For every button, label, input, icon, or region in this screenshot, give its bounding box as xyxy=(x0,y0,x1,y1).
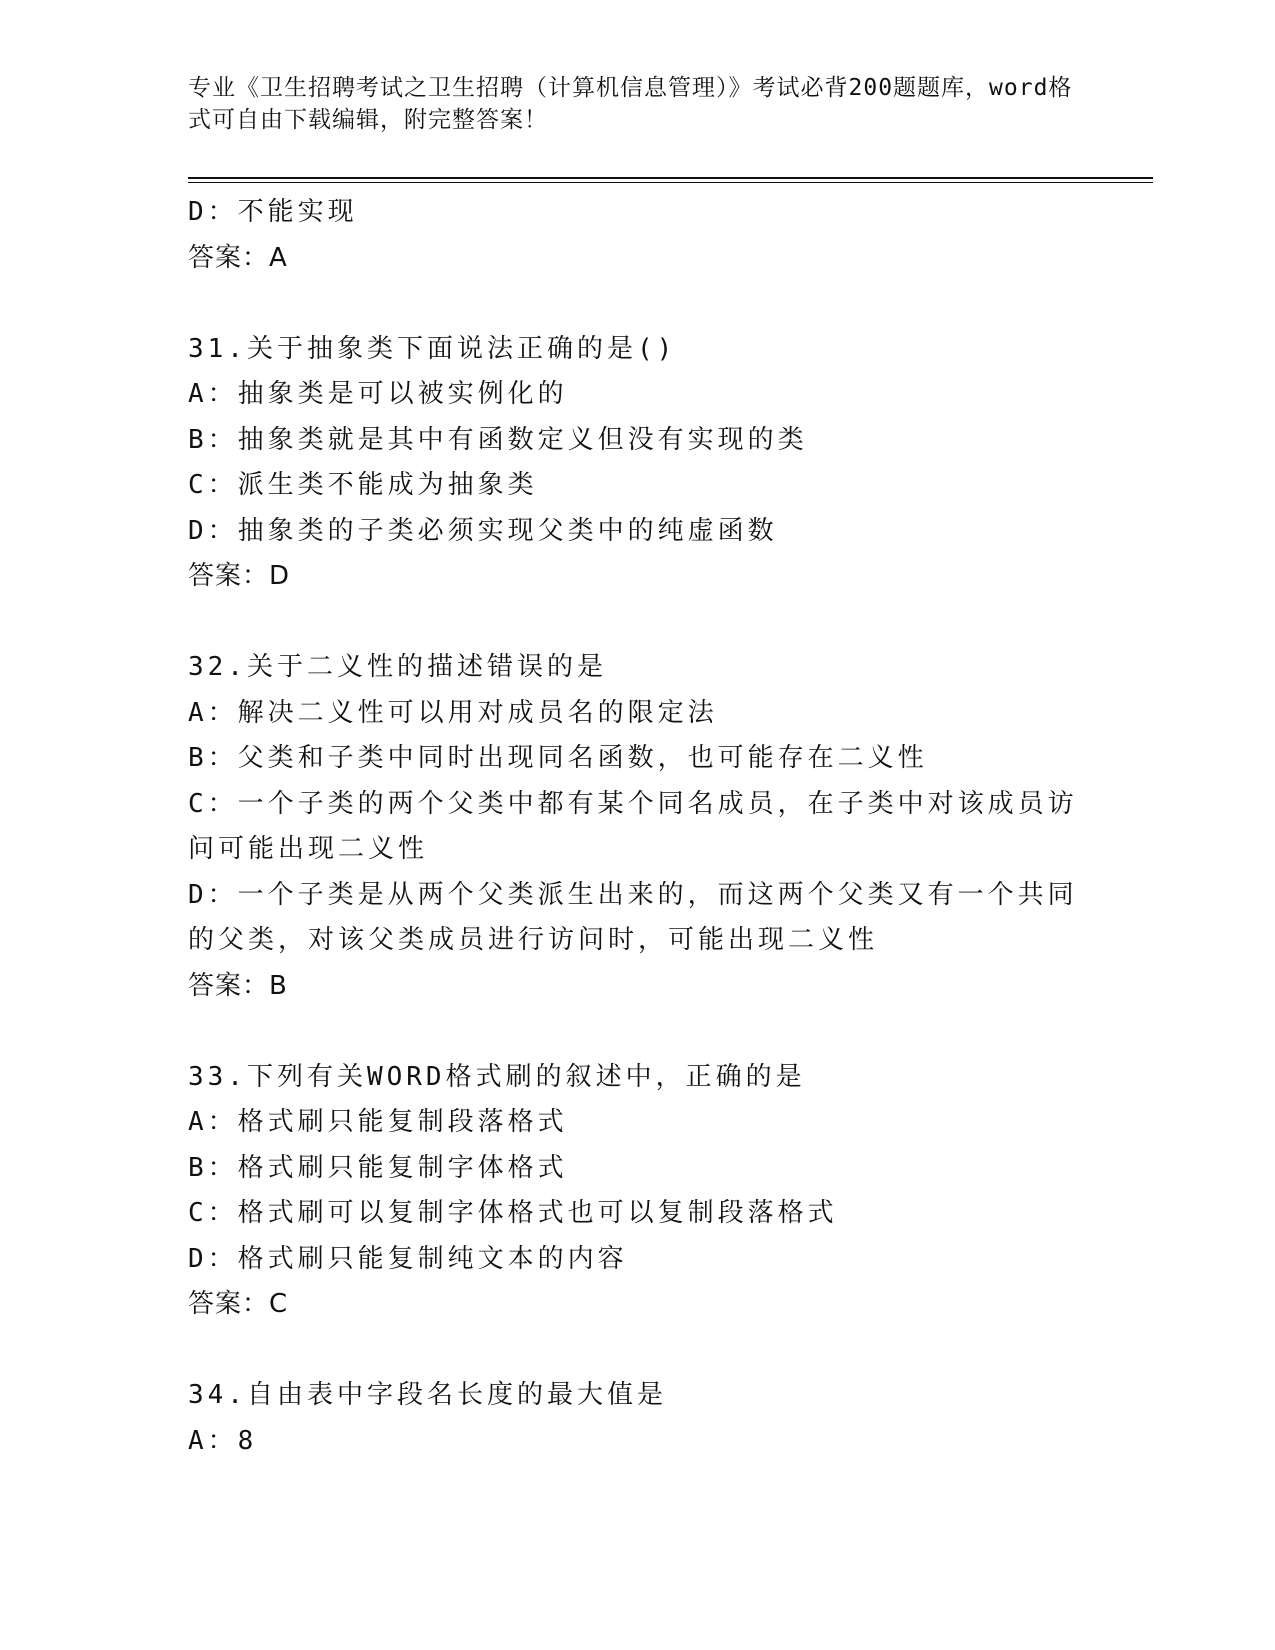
option-a: A：格式刷只能复制段落格式 xyxy=(188,1107,568,1137)
question-34 xyxy=(188,1373,1088,1464)
header-divider xyxy=(188,177,1153,179)
document-body xyxy=(188,190,1088,1464)
answer: 答案：C xyxy=(188,1289,289,1319)
question-33 xyxy=(188,1055,1088,1328)
question-stem: 32.关于二义性的描述错误的是 xyxy=(188,652,607,682)
option-b: B：父类和子类中同时出现同名函数，也可能存在二义性 xyxy=(188,743,928,773)
question-stem: 33.下列有关WORD格式刷的叙述中，正确的是 xyxy=(188,1061,806,1092)
spacer xyxy=(188,1009,1088,1055)
option-c: C：格式刷可以复制字体格式也可以复制段落格式 xyxy=(188,1198,838,1228)
spacer xyxy=(188,281,1088,327)
spacer xyxy=(188,1328,1088,1374)
option-c: C：一个子类的两个父类中都有某个同名成员，在子类中对该成员访问可能出现二义性 xyxy=(188,788,1078,864)
option-d: D：一个子类是从两个父类派生出来的，而这两个父类又有一个共同的父类，对该父类成员进行访问时，可能出现二义性 xyxy=(188,879,1078,955)
question-stem: 34.自由表中字段名长度的最大值是 xyxy=(188,1380,667,1410)
question-stem: 31.关于抽象类下面说法正确的是() xyxy=(188,333,677,364)
option-c: C：派生类不能成为抽象类 xyxy=(188,470,538,500)
prev-answer: 答案：A xyxy=(188,242,288,273)
document-header xyxy=(188,72,1088,136)
answer: 答案：B xyxy=(188,970,288,1001)
option-d: D：格式刷只能复制纯文本的内容 xyxy=(188,1243,628,1274)
option-a: A：8 xyxy=(188,1425,258,1456)
option-a: A：解决二义性可以用对成员名的限定法 xyxy=(188,697,718,728)
prev-option-d: D：不能实现 xyxy=(188,197,358,227)
option-a: A：抽象类是可以被实例化的 xyxy=(188,379,568,409)
header-text: 专业《卫生招聘考试之卫生招聘（计算机信息管理）》考试必背200题题库，word格式可自由下载编辑，附完整答案！ xyxy=(188,75,1073,133)
option-d: D：抽象类的子类必须实现父类中的纯虚函数 xyxy=(188,515,778,546)
header-divider-thin xyxy=(188,182,1153,183)
option-b: B：抽象类就是其中有函数定义但没有实现的类 xyxy=(188,424,808,455)
spacer xyxy=(188,600,1088,646)
question-31 xyxy=(188,327,1088,600)
question-32 xyxy=(188,645,1088,1009)
answer: 答案：D xyxy=(188,561,291,591)
option-b: B：格式刷只能复制字体格式 xyxy=(188,1152,568,1183)
